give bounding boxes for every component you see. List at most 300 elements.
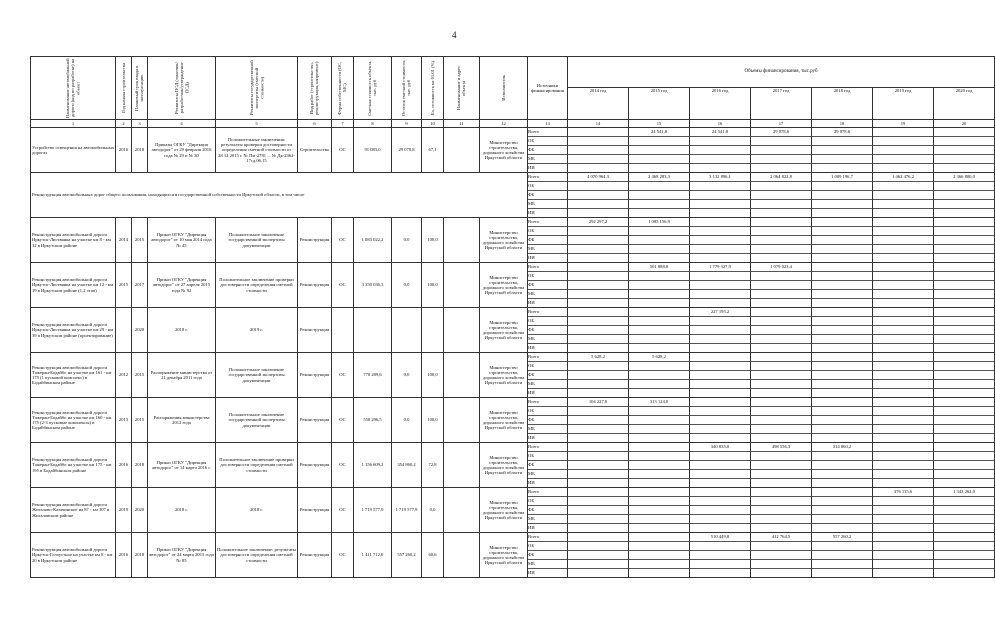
value-line [690,254,750,262]
source-label: ФБ [528,551,567,560]
value-line [873,227,933,236]
value-line [873,506,933,515]
value-line [934,353,994,362]
value-line [690,551,750,560]
column-number: 17 [751,120,812,128]
value-line [690,146,750,155]
value-line [812,317,872,326]
value-line: 5 628,2 [568,353,628,362]
value-line [568,227,628,236]
value-line [812,290,872,299]
value-line [873,470,933,479]
section-year-value [873,173,934,218]
value-line [934,425,994,434]
value-line [568,290,628,299]
sources-cell [528,173,568,218]
value-line [629,452,689,461]
value-line [873,272,933,281]
value-line [751,407,811,416]
value-line [934,164,994,172]
value-line [690,407,750,416]
value-line [934,470,994,479]
value-line [751,506,811,515]
value-line [690,398,750,407]
source-label: МБ [528,335,567,344]
column-number: 12 [480,120,528,128]
sources-cell [528,308,568,353]
value-line [568,524,628,532]
value-line [568,425,628,434]
year-value [812,128,873,173]
value-line [568,515,628,524]
value-line: 5 628,2 [629,353,689,362]
year-2014: 2014 год [568,88,629,119]
year-value [751,308,812,353]
value-line [934,560,994,569]
value-line [629,182,689,191]
column-number: 11 [444,120,480,128]
value-line [629,236,689,245]
source-label: ФБ [528,371,567,380]
value-line [690,371,750,380]
value-line [751,236,811,245]
column-number: 10 [422,120,444,128]
source-label: ИИ [528,525,535,530]
value-line [812,362,872,371]
year-value [934,128,995,173]
value-line [690,434,750,442]
value-line [568,335,628,344]
source-label: МБ [528,155,567,164]
value-line [873,524,933,532]
value-line [568,128,628,137]
value-line [629,200,689,209]
value-line [873,533,933,542]
readiness-percent: 100,0 [422,353,444,398]
source-label: ОБ [528,362,567,371]
section-year-value [812,173,873,218]
value-line [934,380,994,389]
value-line [629,335,689,344]
year-value [934,398,995,443]
year-value [751,398,812,443]
column-number: 8 [354,120,392,128]
ownership-form: ОС [332,398,354,443]
year-value [568,443,629,488]
header-volumes [568,57,995,120]
year-value [690,533,751,578]
value-line [751,245,811,254]
value-line [629,470,689,479]
value-line [568,299,628,307]
value-line [690,488,750,497]
value-line [812,344,872,352]
value-line: 2 468 283,3 [629,173,689,182]
source-label: ОБ [528,317,567,326]
value-line [568,281,628,290]
value-line [629,290,689,299]
header-sources: Источники финансирования [528,57,568,120]
value-line [934,155,994,164]
value-line [812,254,872,262]
executor: Министерство строительства, дорожного хозяйства Иркутской области [480,308,528,353]
estimated-cost: 3 350 036,3 [354,263,392,308]
value-line [690,245,750,254]
estimated-cost: 1 083 022,2 [354,218,392,263]
value-line [629,389,689,397]
value-line [873,380,933,389]
expertise-details: Положительное заключение государственной экспертизы документации [216,353,298,398]
value-line [873,560,933,569]
value-line [873,155,933,164]
value-line: 24 541,8 [629,128,689,137]
table-row [31,533,995,578]
year-value [751,218,812,263]
value-line [934,407,994,416]
value-line: 501 888,0 [629,263,689,272]
object-address [444,353,480,398]
value-line: 2 064 822,8 [751,173,811,182]
value-line [812,335,872,344]
psd-details: Приказ ОГКУ "Дирекция автодорог" от 14 марта 2016 г. [148,443,216,488]
value-line [690,470,750,479]
value-line [873,281,933,290]
value-line [934,389,994,397]
year-value [873,398,934,443]
value-line [629,371,689,380]
value-line [873,263,933,272]
value-line: 1 343 262,0 [934,488,994,497]
value-line [873,191,933,200]
value-line [568,191,628,200]
end-year: 2020 [132,488,148,533]
value-line [873,425,933,434]
start-year: 2012 [116,353,132,398]
value-line [751,542,811,551]
value-line [568,389,628,397]
value-line [934,416,994,425]
work-kind: Реконструкция [298,353,332,398]
value-line [812,380,872,389]
year-value [751,263,812,308]
value-line [934,506,994,515]
column-number: 5 [216,120,298,128]
value-line [568,200,628,209]
value-line [812,506,872,515]
value-line [751,389,811,397]
source-label: ИИ [528,165,535,170]
column-number: 13 [528,120,568,128]
value-line [873,326,933,335]
value-line: 376 115,6 [873,488,933,497]
value-line [873,290,933,299]
value-line: 1 779 327,9 [690,263,750,272]
column-number: 1 [31,120,116,128]
value-line [629,443,689,452]
value-line [934,128,994,137]
value-line: 412 764,5 [751,533,811,542]
value-line: 1 079 023,4 [751,263,811,272]
value-line [690,344,750,352]
value-line [568,542,628,551]
value-line [812,209,872,217]
value-line [934,263,994,272]
value-line [629,326,689,335]
value-line [690,515,750,524]
value-line [568,380,628,389]
year-2017: 2017 год [751,88,812,119]
value-line [568,371,628,380]
value-line [934,299,994,307]
year-value [873,218,934,263]
source-label: МБ [528,290,567,299]
value-line [629,209,689,217]
value-line [873,182,933,191]
ownership-form: ОС [332,443,354,488]
value-line [873,317,933,326]
value-line [812,146,872,155]
value-line [690,227,750,236]
value-line [873,236,933,245]
value-line [934,326,994,335]
value-line [812,218,872,227]
value-line: 1 462 476,2 [873,173,933,182]
value-line [690,335,750,344]
year-value [873,308,934,353]
remaining-cost [392,308,422,353]
year-value [690,128,751,173]
value-line [568,236,628,245]
value-line: 29 078,6 [812,128,872,137]
psd-details: Приказ ОГКУ "Дирекция автодорог" от 24 марта 2015 года № 85 [148,533,216,578]
end-year: 2015 [132,218,148,263]
value-line [629,272,689,281]
value-line [690,209,750,217]
value-line [812,488,872,497]
source-label: ФБ [528,326,567,335]
value-line [873,551,933,560]
year-value [934,533,995,578]
value-line [812,452,872,461]
value-line [629,560,689,569]
table-row [31,263,995,308]
value-line [751,281,811,290]
value-line [873,128,933,137]
value-line [629,488,689,497]
table-row [31,488,995,533]
sources-cell [528,263,568,308]
value-line [812,479,872,487]
value-line [751,191,811,200]
year-value [568,128,629,173]
year-2019: 2019 год [873,88,934,119]
source-label: ОБ [528,227,567,236]
section-year-value [751,173,812,218]
estimated-cost [354,308,392,353]
value-line [934,308,994,317]
value-line [751,569,811,577]
object-address [444,263,480,308]
value-line [873,434,933,442]
readiness-percent: 100,0 [422,398,444,443]
year-value [568,353,629,398]
value-line [568,254,628,262]
year-2016: 2016 год [690,88,751,119]
value-line [568,326,628,335]
object-address [444,128,480,173]
value-line [690,425,750,434]
column-number: 4 [148,120,216,128]
value-line [690,380,750,389]
executor: Министерство строительства, дорожного хозяйства Иркутской области [480,218,528,263]
value-line [568,533,628,542]
source-label: ФБ [528,281,567,290]
ownership-form: ОС [332,353,354,398]
value-line [629,281,689,290]
estimated-cost: 1 719 577,9 [354,488,392,533]
value-line [751,434,811,442]
value-line [629,416,689,425]
source-label: ФБ [528,191,567,200]
value-line [690,416,750,425]
value-line [629,569,689,577]
value-line [934,542,994,551]
table-row [31,398,995,443]
column-number: 2 [116,120,132,128]
source-label: ОБ [528,452,567,461]
value-line [751,335,811,344]
value-line [690,560,750,569]
year-value [629,533,690,578]
value-line [751,515,811,524]
readiness-percent: 60,6 [422,533,444,578]
value-line [934,272,994,281]
value-line [873,137,933,146]
source-label: МБ [528,245,567,254]
value-line [751,524,811,532]
expertise-details: 2018 г. [216,488,298,533]
value-line [751,371,811,380]
value-line: 3 132 896,1 [690,173,750,182]
value-line [568,560,628,569]
column-number-row [31,120,995,128]
value-line [568,479,628,487]
header-psd: Реквизиты ПСД (заказчик/разработчик/утверждение ПСД) [173,62,190,114]
value-line [934,443,994,452]
work-kind: Реконструкция [298,218,332,263]
section-row [31,173,995,218]
value-line [873,515,933,524]
object-name: Реконструкция автомобильной дороги Тажеран-Бодайбо на участке км 175 - км 195 в Бодайбинском районе [31,443,116,488]
value-line [629,479,689,487]
column-number: 20 [934,120,995,128]
value-line [629,317,689,326]
value-line: 104 227,0 [568,398,628,407]
year-value [690,443,751,488]
source-label: ОБ [528,542,567,551]
value-line [812,281,872,290]
sources-cell [528,533,568,578]
year-value [812,533,873,578]
column-number: 7 [332,120,354,128]
header-kind: Вид работ (строительство, реконструкция, капремонт) [309,61,320,115]
object-name: Устройство освещения на автомобильных дорогах [31,128,116,173]
value-line [934,344,994,352]
value-line [812,461,872,470]
value-line [690,272,750,281]
value-line: 1 085 156,9 [629,218,689,227]
value-line [873,569,933,577]
source-label: Всего [528,353,567,362]
value-line [751,425,811,434]
value-line [751,308,811,317]
source-label: ИИ [528,210,535,215]
value-line [934,200,994,209]
value-line [629,137,689,146]
remaining-cost: 0,0 [392,218,422,263]
estimated-cost: 558 296,5 [354,398,392,443]
year-value [934,263,995,308]
year-value [751,533,812,578]
value-line [629,407,689,416]
value-line [873,452,933,461]
value-line [690,524,750,532]
value-line [629,308,689,317]
year-value [629,218,690,263]
value-line [568,164,628,172]
value-line [568,416,628,425]
source-label: МБ [528,560,567,569]
header-name: Наименование автомобильной дороги (код по разработке) на объект [65,58,81,118]
remaining-cost: 29 078,8 [392,128,422,173]
value-line: 2 366 800,0 [934,173,994,182]
source-label: Всего [528,533,567,542]
source-label: МБ [528,200,567,209]
year-value [873,488,934,533]
table-row [31,128,995,173]
column-number: 14 [568,120,629,128]
source-label: МБ [528,470,567,479]
value-line [751,200,811,209]
expertise-details: Положительное заключение: результаты достоверности определения сметной стоимости [216,533,298,578]
value-line [873,146,933,155]
work-kind: Реконструкция [298,488,332,533]
value-line [690,164,750,172]
value-line [873,407,933,416]
work-kind: Строительство [298,128,332,173]
value-line [934,524,994,532]
end-year: 2020 [132,308,148,353]
value-line [568,497,628,506]
value-line [568,137,628,146]
expertise-details: Положительное заключение государственной экспертизы документации [216,218,298,263]
value-line [934,533,994,542]
year-value [751,353,812,398]
value-line [751,290,811,299]
year-value [629,353,690,398]
year-value [690,308,751,353]
value-line [568,317,628,326]
value-line [751,470,811,479]
table-row [31,443,995,488]
psd-details: Приказ ОГКУ "Дирекция автодорог" от 27 апреля 2015 года № 92 [148,263,216,308]
volumes-title: Объемы финансирования, тыс.руб [568,57,994,88]
value-line [812,434,872,442]
table-row [31,308,995,353]
year-value [690,218,751,263]
year-value [568,308,629,353]
psd-details: Распоряжение министерства от 21 декабря 2011 года [148,353,216,398]
